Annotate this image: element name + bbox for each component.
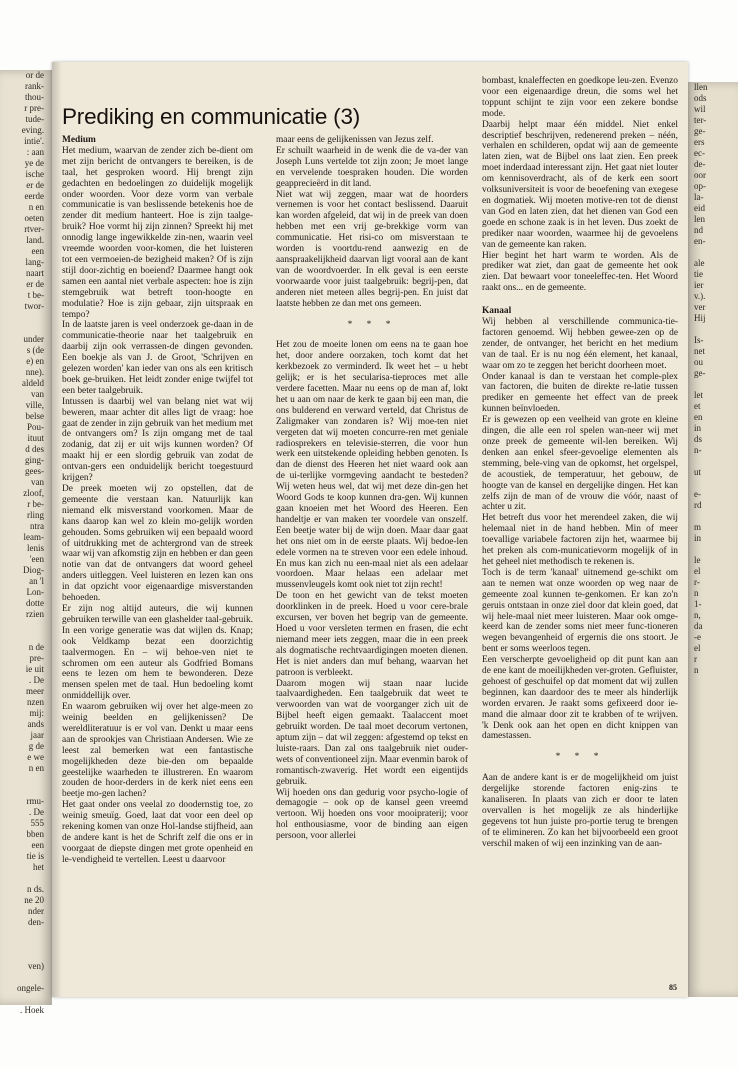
paragraph: Een verscherpte gevoeligheid op dit punt kan aan de ene kant de moeilijkheden ver-groten. Gefluister, gehoest of geschuifel op dat moment dat wij zullen beginnen, kan daardoor des te meer als hinderlijk worden ervaren. Je raakt soms gefixeerd door ie-mand die almaar door zit te krabben of te wrijven. 'k Denk ook aan het open en dicht knippen van damestassen.: [482, 655, 678, 742]
previous-page-edge: [0, 70, 52, 1015]
paragraph: Het betreft dus voor het merendeel zaken, die wij helemaal niet in de hand hebben. Min of meer toevallige variabele factoren zijn het, waarmee bij het preken als com-municatievorm mogelijk of in het geheel niet methodisch te rekenen is.: [482, 513, 678, 567]
paragraph: Niet wat wij zeggen, maar wat de hoorders vernemen is voor het contact beslissend. Daaruit kan worden afgeleid, dat wij in de preek van doen hebben met een vrij ge-brekkige vorm van communicatie. Het risi-co om misverstaan te worden is voortdu-rend aanwezig en de aanspraakelijkheid daarvan ligt vooral aan de kant van de woordvoerder. In elk geval is een eerste voorwaarde voor juist taalgebruik: begrij-pen, dat anderen niet meteen alles begrij-pen. En juist dat laatste hebben ze dan met ons gemeen.: [276, 189, 468, 309]
paragraph: Wij hoeden ons dan gedurig voor psycho-logie of demagogie – ook op de kansel geen vreemd vertoon. Wij hoeden ons voor mooipraterij; voor hol enthousiasme, voor de binding aan eigen persoon, voor allerlei: [276, 787, 468, 842]
column-1: [62, 135, 253, 866]
next-page-text-fragments: llen ods wil ter- ge- ers ec- de- oor op- la- eid len nd en- ale tie ier v.). ver Hij Is- net ou ge- let et en in ds n- ut e- rd m in le el r- n 1- n, da -e el r n: [694, 82, 708, 675]
section-divider-stars: * * *: [555, 752, 605, 763]
paragraph: En waarom gebruiken wij over het alge-meen zo weinig beelden en gelijkenissen? De wereldliteratuur is er vol van. Denkt u maar eens aan de sprookjes van Christiaan Andersen. Wie ze leest zal bemerken wat een fantastische mogelijkheden deze bie-den om bepaalde geestelijke waarheden te illustreren. En waarom zouden de hoor-derders in de kerk niet eens een beetje mo-gen lachen?: [62, 702, 253, 800]
paragraph: Het medium, waarvan de zender zich be-dient om met zijn bericht de ontvangers te bereiken, is de taal, het gesproken woord. Hij brengt zijn gedachten en bedoelingen zo duidelijk mogelijk onder woorden. Voor deze vorm van verbale communicatie is van beslissende betekenis hoe de zender dit medium hanteert. Hoe is zijn taalge-bruik? Hoe vormt hij zijn zinnen? Spreekt hij met onnodig lange ingewikkelde zin-nen, waarin veel vreemde woorden voor-komen, die het luisteren tot een vermoeien-de bezigheid maken? Of is zijn stijl door-zichtig en boeiend? Daarmee hangt ook samen een aantal niet verbale aspecten: hoe is zijn stemgebruik wat betreft toon-hoogte en modulatie? Hoe is zijn gebaar, zijn uitspraak en tempo?: [62, 145, 253, 320]
magazine-page: [52, 62, 688, 997]
paragraph: maar eens de gelijkenissen van Jezus zelf.: [276, 135, 434, 145]
article-title: Prediking en communicatie (3): [62, 104, 361, 129]
paragraph: Daarbij helpt maar één middel. Niet enkel descriptief beschrijven, redenerend preken – néén, verhalen en schilderen, opdat wij aan de gemeente laten zien, wat de Bijbel ons laat zien. Een preek moet inderdaad interessant zijn. Het gaat niet louter om kennisoverdracht, als of de kerk een soort volksuniversiteit is voor de beoefening van exegese en dogmatiek. Wij moeten motive-ren tot de dienst van God en laten zien, dat het dienen van God een goede en schone zaak is in het leven. Dus zoekt de prediker naar woorden, waarmee hij de gevoelens van de gemeente kan raken.: [482, 119, 678, 250]
paragraph: Aan de andere kant is er de mogelijkheid om juist dergelijke storende factoren enig-zins te kanaliseren. In plaats van zich er door te laten overvallen is het mogelijk ze als hinderlijke gegevens tot hun juiste pro-portie terug te brengen of te elimineren. Zo kan het bijvoorbeeld een groot verschil maken of wij een inzinking van de aan-: [482, 773, 678, 849]
paragraph: Hier begint het hart warm te worden. Als de prediker wat ziet, dan gaat de gemeente het ook zien. Dat bewaart voor toneeleffec-ten. Het Woord raakt ons... en de gemeente.: [482, 250, 678, 294]
paragraph: bombast, knaleffecten en goedkope leu-zen. Evenzo voor een eigenaardige dreun, die soms wel het toppunt schijnt te zijn voor een zekere bondse mode.: [482, 76, 678, 119]
column-3: [482, 76, 678, 850]
paragraph: Het gaat onder ons veelal zo doodernstig toe, zo weinig smeuïg. Goed, laat dat voor een deel op rekening komen van onze Hol-landse stijfheid, aan de andere kant is het de Schrift zelf die ons er in voorgaat de diepste dingen met grote openheid en le-vendigheid te vertellen. Leest u daarvoor: [62, 800, 253, 865]
paragraph: Er zijn nog altijd auteurs, die wij kunnen gebruiken terwille van een glashelder taal-gebruik. In een vorige generatie was dat wijlen ds. Knap; ook Veldkamp bezat een doorzichtig taalvermogen. En – wij behoe-ven niet te schromen om een auteur als Godfried Bomans eens te lezen om hem te bewonderen. Deze mensen spelen met de taal. Hun bedoeling komt onmiddellijk over.: [62, 603, 253, 702]
paragraph: De preek moeten wij zo opstellen, dat de gemeente die verstaan kan. Natuurlijk kan niemand elk misverstand voorkomen. Maar de kans daarop kan wel zo klein mo-gelijk worden gehouden. Soms gebruiken wij een bepaald woord of uitdrukking met de achtergrond van de streek waar wij van afkomstig zijn en hebben er dan geen notie van dat de ontvangers dat woord geheel anders uitleggen. Veel luisteren en lezen kan ons in dat opzicht voor eigenaardige misverstanden behoeden.: [62, 484, 253, 604]
paragraph: Er schuilt waarheid in de wenk die de va-der van Joseph Luns vertelde tot zijn zoon; Je moet lange en vervelende toespraken houden. Die worden geapprecieërd in dit land.: [276, 145, 468, 189]
section-divider-stars: * * *: [347, 319, 397, 330]
paragraph: Onder kanaal is dan te verstaan het comple-plex van factoren, die buiten de direkte re-latie tussen prediker en gemeente het effect van de preek kunnen beïnvloeden.: [482, 371, 678, 415]
previous-page-text-fragments: or de rank- thou- r pre- tude- eving. intie'. : aan ye de ische er de eerde n en oeten rtver- land. een lang- naart er de t be- twor- under s (de e) en nne). aldeld van ville, belse Pou- ituut d des ging- gees- van zloof, r be- rling ntra leam- lenis 'een Diog- an 'l Lon- dotte rzien n de pre- ie uit . De meer nzen mij: ands jaar g de e we n en rmu- . De 555 bben een tie is het n ds. ne 20 nder den- ven) ongele- . Hoek: [17, 70, 44, 1015]
paragraph: Daarom mogen wij staan naar lucide taalvaardigheden. Een taalgebruik dat weet te verwoorden van wat de voorganger zich uit de Bijbel heeft eigen gemaakt. Taalaccent moet gebruikt worden. De taal moet decorum vertonen, aptum zijn – dat wil zeggen: afgestemd op tekst en luiste-raars. Dan zal ons taalgebruik niet ouder-wets of conventioneel zijn. Maar evenmin barok of romantisch-zwaverig. Het wordt een eigentijds gebruik.: [276, 678, 468, 787]
paragraph: Er is gewezen op een veelheid van grote en kleine dingen, die alle een rol spelen wan-neer wij met onze preek de gemeente wil-len bereiken. Wij denken aan enkel sfeer-gevoelige elementen als stemming, bele-ving van de opkomst, het orgelspel, de acoustiek, de temperatuur, het gebouw, de hoogte van de kansel en dergelijke dingen. Het kan zelfs zijn de man of de vrouw die vóór, naast of achter u zit.: [482, 415, 678, 513]
section-heading-medium: Medium: [62, 135, 96, 145]
paragraph: Wij hebben al verschillende communica-tie-factoren genoemd. Wij hebben gewee-zen op de zender, de ontvanger, het bericht en het medium van de taal. Er is nu nog één element, het kanaal, waar om zo te zeggen het bericht doorheen moet.: [482, 317, 678, 371]
paragraph: De toon en het gewicht van de tekst moeten doorklinken in de preek. Hoed u voor cere-brale excursen, ver boven het begrip van de gemeente. Hoed u voor versleten termen en frasen, die echt niemand meer iets zeggen, maar die in een preek als dogmatische rechtvaardigingen moeten dienen. Het is niet anders dan muf behang, waarvan het patroon is verbleekt.: [276, 591, 468, 678]
next-page-edge: [688, 82, 738, 997]
paragraph: Intussen is daarbij wel van belang niet wat wij beweren, maar achter dit alles ligt de vraag: hoe gaat de zender in zijn gebruik van het medium met de ontvangers om? Is zijn omgang met de taal zodanig, dat zij er uit wijs kunnen worden? Of maakt hij er een slordig gebruik van zodat de ontvan-gers een onduidelijk bericht toegestuurd krijgen?: [62, 396, 253, 484]
page-number: 85: [669, 983, 677, 992]
section-heading-kanaal: Kanaal: [482, 306, 512, 317]
paragraph: Het zou de moeite lonen om eens na te gaan hoe het, door andere oorzaken, toch komt dat het kerkbezoek zo verminderd. Ik weet het – u hebt gelijk; er is het secularisa-tieproces met alle verdere facetten. Maar nu eens op de man af, lokt het u aan om naar de kerk te gaan bij een man, die ons bulderend en verward verteld, dat Christus de Zaligmaker van zondaren is? Wij moe-ten niet vergeten dat wij moeten concurre-ren met geniale radiosprekers en televisie-sterren, die voor hun werk een uitstekende opleiding hebben genoten. Is dan de dienst des Heeren het niet waard ook aan de ui-terlijke vormgeving aandacht te besteden? Wij weten heus wel, dat wij met deze din-gen het Woord Gods te koop kunnen dra-gen. Wij kunnen gaan knoeien met het Woord des Heeren. Een handeltje er van maken ter voordele van onszelf. Een beetje water bij de wijn doen. Maar daar gaat het ons niet om in de eerste plaats. Wij bedoe-len edele vormen na te streven voor een edele inhoud. En mus kan zich nu een-maal niet als een adelaar voordoen. Maar helaas een adelaar met mussenvleugels komt ook niet tot zijn recht!: [276, 340, 468, 591]
paragraph: In de laatste jaren is veel onderzoek ge-daan in de communicatie-theorie naar het taalgebruik en daarbij zijn ook verrassen-de dingen gevonden. Een boekje als van J. de Groot, 'Schrijven en gelezen worden' kan ieder van ons als een kritisch boek ge-bruiken. Het leidt zonder enige twijfel tot een beter taalgebruik.: [62, 320, 253, 396]
column-2: [276, 135, 468, 842]
paragraph: Toch is de term 'kanaal' uitnemend ge-schikt om aan te nemen wat onze woorden op weg naar de gemeente zoal kunnen te-genkomen. Er kan zo'n geruis ontstaan in onze ziel door dat klein goed, dat wij hele-maal niet meer luisteren. Maar ook omge-keerd kan de zender soms niet meer func-tioneren wegen bevangenheid of ergernis die ons stoort. Je bent er soms weerloos tegen.: [482, 567, 678, 655]
